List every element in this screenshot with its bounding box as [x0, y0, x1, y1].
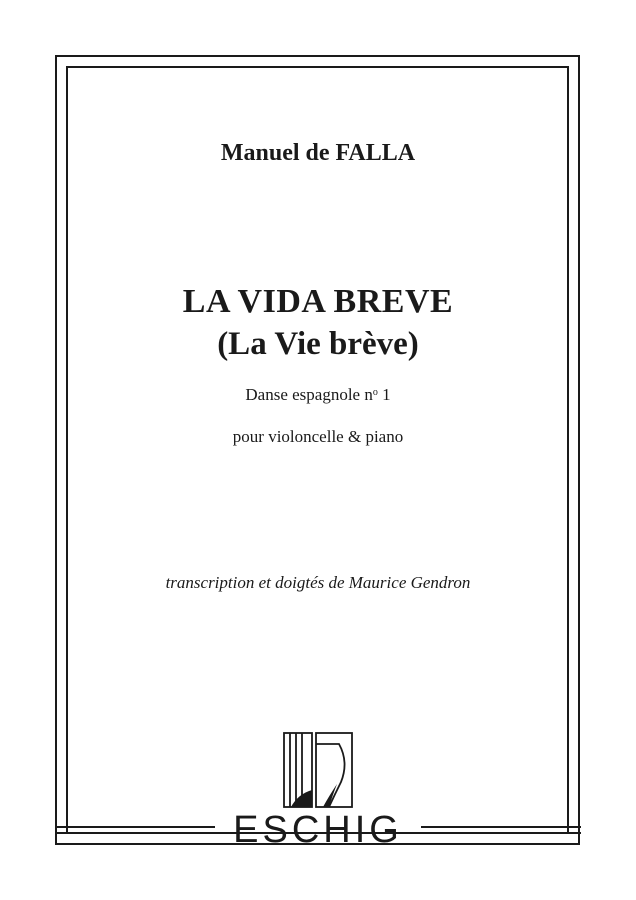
right-rule	[421, 832, 581, 834]
publisher-name: ESCHIG	[233, 809, 403, 851]
instrumentation: pour violoncelle & piano	[232, 427, 404, 446]
composer-name: Manuel de FALLA	[220, 140, 416, 166]
inner-border	[66, 66, 569, 834]
publisher-wordmark	[0, 808, 636, 858]
right-rule	[421, 826, 581, 828]
piece-number-sign: o	[372, 387, 378, 398]
transcription-credit: transcription et doigtés de Maurice Gendron	[165, 573, 471, 592]
piece-name	[0, 385, 636, 405]
piece-text: Danse espagnole n	[245, 385, 373, 404]
publisher-logo-icon	[283, 732, 353, 808]
work-subtitle: (La Vie brève)	[217, 326, 419, 362]
work-title: LA VIDA BREVE	[182, 283, 454, 320]
piece-number: 1	[377, 385, 391, 404]
